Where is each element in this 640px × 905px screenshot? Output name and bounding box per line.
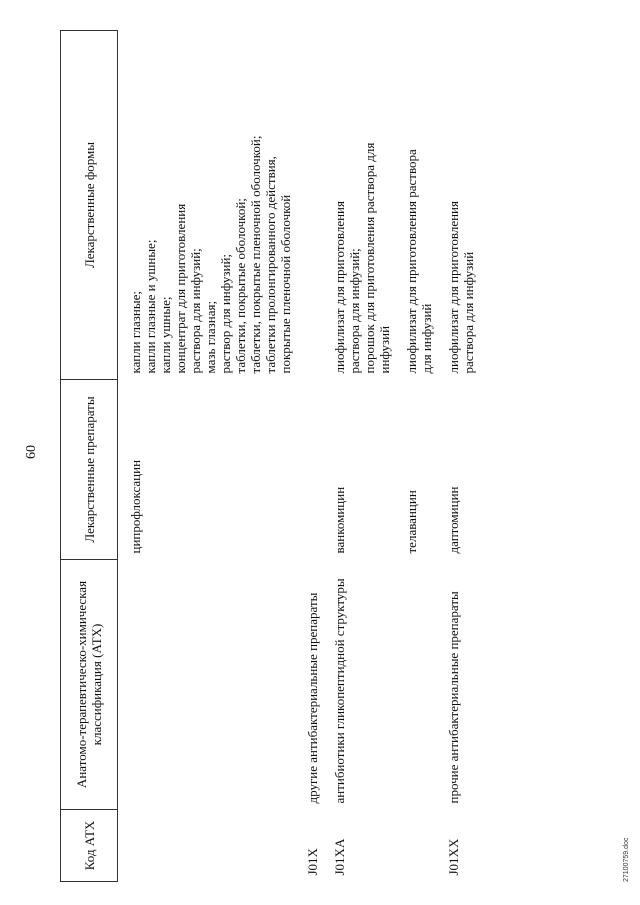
- atx-classification-cell: прочие антибактериальные препараты: [446, 591, 461, 804]
- dosage-forms-cell: [118, 31, 296, 380]
- dosage-form-item: инфузий: [377, 325, 392, 374]
- dosage-form-item: раствор для инфузий;: [218, 253, 233, 374]
- dosage-forms-list: [128, 37, 293, 374]
- header-code: Код АТХ: [61, 810, 118, 882]
- dosage-form-item: раствора для инфузий;: [188, 248, 203, 374]
- drug-name-cell: [295, 380, 322, 560]
- drug-name-cell: ципрофлоксацин: [128, 459, 143, 554]
- dosage-forms-list: [446, 37, 476, 374]
- table-body: [118, 31, 479, 882]
- drug-name-cell: ванкомицин: [332, 486, 347, 554]
- atx-code-cell: J01XX: [446, 838, 461, 876]
- dosage-form-item: капли ушные;: [158, 296, 173, 374]
- dosage-form-item: таблетки, покрытые оболочкой;: [233, 198, 248, 374]
- dosage-forms-cell: [436, 31, 478, 380]
- drug-name-cell: телаванцин: [404, 490, 419, 554]
- dosage-form-item: покрытые пленочной оболочкой: [278, 194, 293, 374]
- atx-classification-cell: [394, 560, 436, 810]
- dosage-form-item: концентрат для приготовления: [173, 203, 188, 374]
- dosage-form-item: капли глазные;: [128, 290, 143, 374]
- dosage-form-item: порошок для приготовления раствора для: [362, 142, 377, 374]
- atx-classification-cell: антибиотики гликопептидной структуры: [332, 578, 347, 804]
- table-row: [436, 31, 478, 882]
- table-row: [118, 31, 296, 882]
- atx-code-cell: [118, 810, 296, 882]
- page-number: 60: [24, 445, 39, 459]
- dosage-forms-cell: [394, 31, 436, 380]
- dosage-form-item: таблетки, покрытые пленочной оболочкой;: [248, 135, 263, 374]
- drug-name-cell: даптомицин: [446, 486, 461, 554]
- dosage-form-item: лиофилизат для приготовления: [332, 201, 347, 374]
- dosage-form-item: раствора для инфузий: [461, 251, 476, 374]
- atx-code-cell: J01XA: [332, 838, 347, 876]
- dosage-form-item: для инфузий: [419, 303, 434, 374]
- header-classification: Анатомо-терапевтическо-химическая классификация (АТХ): [61, 560, 118, 810]
- dosage-form-item: мазь глазная;: [203, 300, 218, 374]
- header-forms: Лекарственные формы: [61, 31, 118, 380]
- dosage-form-item: лиофилизат для приготовления: [446, 201, 461, 374]
- atx-classification-cell: другие антибактериальные препараты: [305, 592, 320, 804]
- document-id: 27100759.doc: [623, 837, 630, 882]
- atx-code-cell: J01X: [305, 848, 320, 876]
- dosage-form-item: капли глазные и ушные;: [143, 239, 158, 374]
- dosage-forms-cell: [322, 31, 394, 380]
- dosage-form-item: таблетки пролонгированного действия,: [263, 156, 278, 374]
- table-row: [322, 31, 394, 882]
- table-row: [295, 31, 322, 882]
- dosage-form-item: раствора для инфузий;: [347, 248, 362, 374]
- atx-table: [60, 30, 478, 882]
- table-header-row: [61, 31, 118, 882]
- header-drugs: Лекарственные препараты: [61, 380, 118, 560]
- rotated-sheet: [20, 22, 630, 882]
- dosage-forms-list: [404, 37, 434, 374]
- dosage-form-item: лиофилизат для приготовления раствора: [404, 149, 419, 374]
- table-row: [394, 31, 436, 882]
- dosage-forms-cell: [295, 31, 322, 380]
- dosage-forms-list: [332, 37, 392, 374]
- atx-classification-cell: [118, 560, 296, 810]
- atx-code-cell: [394, 810, 436, 882]
